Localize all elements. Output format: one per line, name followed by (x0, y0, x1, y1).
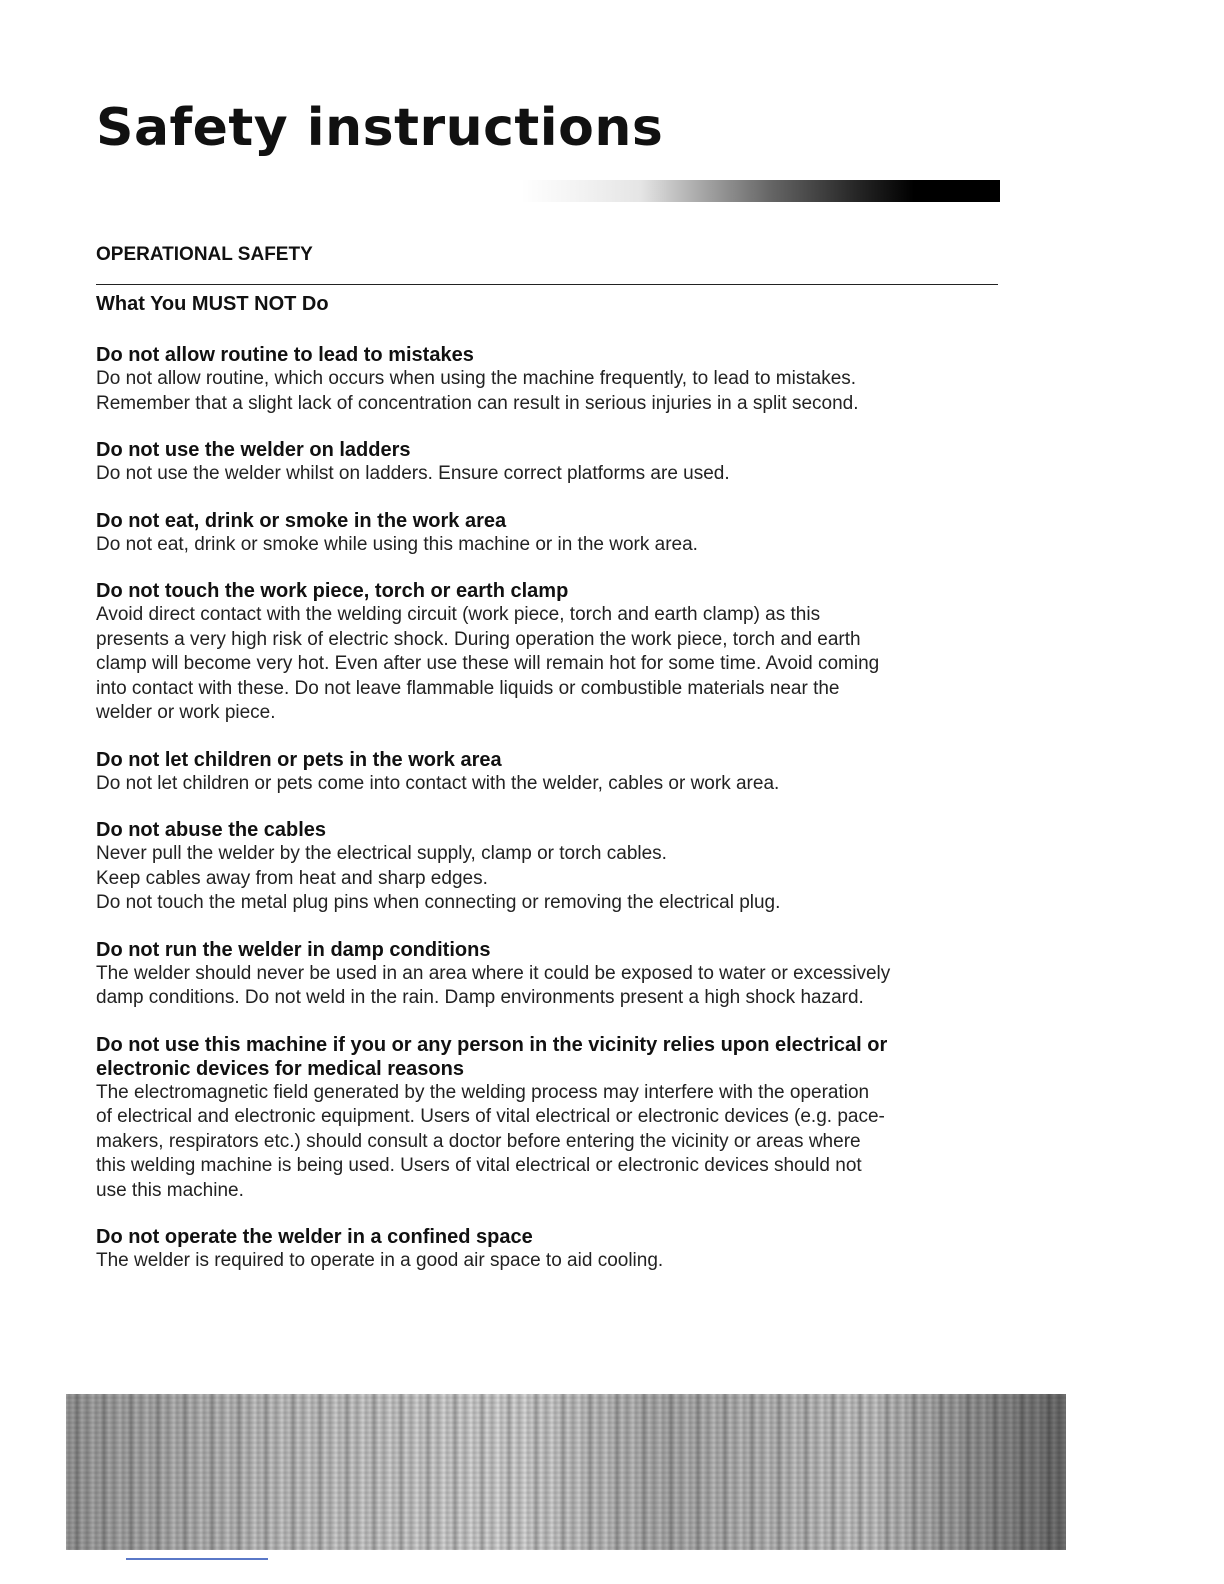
safety-rule (96, 748, 1016, 797)
rule-heading: Do not use the welder on ladders (96, 439, 411, 461)
rule-text-line: this welding machine is being used. Users of vital electrical or electronic devices should not (96, 1155, 862, 1176)
footer-underline (126, 1558, 268, 1560)
safety-rule (96, 438, 1016, 487)
page-title: Safety instructions (96, 98, 664, 158)
rule-text-line: damp conditions. Do not weld in the rain. Damp environments present a high shock hazard. (96, 987, 864, 1008)
rule-text-line: Never pull the welder by the electrical supply, clamp or torch cables. (96, 843, 667, 864)
rule-text-line: clamp will become very hot. Even after use these will remain hot for some time. Avoid coming (96, 653, 880, 674)
rule-text-line: Avoid direct contact with the welding circuit (work piece, torch and earth clamp) as this (96, 604, 821, 625)
safety-rules-list (96, 343, 1016, 1296)
rule-text-line: Do not touch the metal plug pins when connecting or removing the electrical plug. (96, 892, 781, 913)
rule-text-line: Do not use the welder whilst on ladders. Ensure correct platforms are used. (96, 463, 730, 484)
rule-text-line: The electromagnetic field generated by the welding process may interfere with the operation (96, 1081, 870, 1103)
rule-heading: Do not allow routine to lead to mistakes (96, 344, 474, 366)
rule-heading: Do not run the welder in damp conditions (96, 938, 491, 961)
rule-text-line: welder or work piece. (96, 702, 276, 723)
subsection-heading: What You MUST NOT Do (96, 293, 329, 315)
rule-text-line: Do not let children or pets come into contact with the welder, cables or work area. (96, 772, 780, 794)
rule-text-line: The welder is required to operate in a good air space to aid cooling. (96, 1250, 664, 1271)
rule-text-line: of electrical and electronic equipment. Users of vital electrical or electronic devices (e.g. pace- (96, 1106, 885, 1127)
rule-text-line: Remember that a slight lack of concentration can result in serious injuries in a split second. (96, 392, 859, 414)
rule-heading: Do not use this machine if you or any person in the vicinity relies upon electrical or (96, 1033, 888, 1056)
safety-rule (96, 938, 1016, 1011)
safety-rule (96, 818, 1016, 916)
section-heading: OPERATIONAL SAFETY (96, 244, 313, 265)
rule-heading: electronic devices for medical reasons (96, 1057, 464, 1080)
rule-text-line: Do not allow routine, which occurs when using the machine frequently, to lead to mistakes. (96, 368, 857, 389)
rule-text-line: makers, respirators etc.) should consult a doctor before entering the vicinity or areas where (96, 1130, 861, 1152)
safety-rule (96, 579, 1016, 726)
rule-heading: Do not eat, drink or smoke in the work area (96, 509, 507, 532)
rule-text-line: The welder should never be used in an area where it could be exposed to water or excessively (96, 962, 891, 984)
safety-rule (96, 1033, 1016, 1204)
rule-heading: Do not abuse the cables (96, 819, 327, 841)
rule-text-line: into contact with these. Do not leave flammable liquids or combustible materials near the (96, 677, 840, 699)
rule-text-line: use this machine. (96, 1179, 244, 1201)
rule-text-line: Do not eat, drink or smoke while using this machine or in the work area. (96, 533, 698, 555)
safety-rule (96, 343, 1016, 416)
section-divider (96, 284, 998, 285)
rule-text-line: presents a very high risk of electric shock. During operation the work piece, torch and earth (96, 628, 861, 650)
safety-rule (96, 1225, 1016, 1274)
rule-heading: Do not let children or pets in the work area (96, 748, 502, 771)
rule-heading: Do not touch the work piece, torch or earth clamp (96, 580, 569, 602)
rule-heading: Do not operate the welder in a confined space (96, 1226, 533, 1248)
title-decorative-bar (520, 180, 1000, 202)
safety-rule (96, 509, 1016, 558)
footer-decorative-band (66, 1394, 1066, 1550)
rule-text-line: Keep cables away from heat and sharp edges. (96, 867, 488, 889)
